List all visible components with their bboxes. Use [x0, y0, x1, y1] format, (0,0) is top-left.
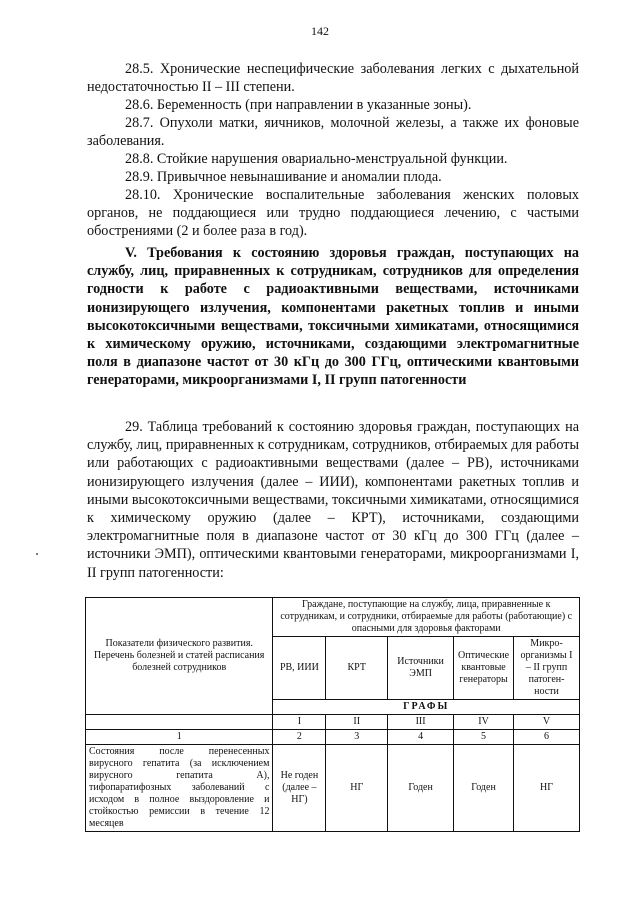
roman-spacer: [86, 715, 273, 730]
value-cell: Не годен (далее – НГ): [273, 745, 326, 832]
roman-numeral: III: [388, 715, 454, 730]
column-number: 4: [388, 730, 454, 745]
first-column-header: Показатели физического развития. Перечень болезней и статей расписания болезней сотрудников: [86, 598, 273, 715]
paragraph-28-10: 28.10. Хронические воспалительные заболевания женских половых органов, не поддающиеся или трудно поддающиеся лечению, с частыми обострениями (2 и более раза в год).: [87, 187, 579, 240]
roman-numeral: V: [514, 715, 580, 730]
group-header: Граждане, поступающие на службу, лица, приравненные к сотрудникам, и сотрудники, отбираемые для работы (работающие) с опасными для здоровья факторами: [273, 598, 580, 637]
column-number: 5: [454, 730, 514, 745]
paragraph-28-9: 28.9. Привычное невынашивание и аномалии плода.: [125, 169, 442, 185]
column-header: Микро-организмы I – II групп патоген-ности: [514, 637, 580, 700]
paragraph-28-8: 28.8. Стойкие нарушения овариально-менструальной функции.: [125, 151, 508, 167]
paragraph-28-5: 28.5. Хронические неспецифические заболевания легких с дыхательной недостаточностью II – III степени.: [87, 61, 579, 96]
column-number: 6: [514, 730, 580, 745]
paragraph-29: 29. Таблица требований к состоянию здоровья граждан, поступающих на службу, лиц, приравненных к сотрудникам, сотрудников, отбираемых для работы или работающих с радиоактивными веществами (далее – РВ), источниками ионизирующего излучения (далее – ИИИ), компонентами ракетных топлив и иными высокотоксичными веществами, токсичными химикатами, относящимися к химическому оружию (далее – КРТ), источниками, создающими электромагнитные поля в диапазоне частот от 30 кГц до 300 ГГц (далее – источники ЭМП), оптическими квантовыми генераторами, микроорганизмами I, II групп патогенности:: [87, 419, 579, 581]
value-cell: Годен: [454, 745, 514, 832]
column-number: 3: [326, 730, 388, 745]
value-cell: НГ: [326, 745, 388, 832]
graphs-label: ГРАФЫ: [273, 700, 580, 715]
column-header: Оптические квантовые генераторы: [454, 637, 514, 700]
roman-numeral: I: [273, 715, 326, 730]
column-number: 2: [273, 730, 326, 745]
roman-numeral: II: [326, 715, 388, 730]
column-header: КРТ: [326, 637, 388, 700]
column-number: 1: [86, 730, 273, 745]
roman-numeral: IV: [454, 715, 514, 730]
value-cell: НГ: [514, 745, 580, 832]
paragraph-28-6: 28.6. Беременность (при направлении в указанные зоны).: [125, 97, 472, 113]
requirements-table: [85, 597, 580, 832]
paragraph-28-7: 28.7. Опухоли матки, яичников, молочной железы, а также их фоновые заболевания.: [87, 115, 579, 150]
condition-cell: Состояния после перенесенных вирусного гепатита (за исключением вирусного гепатита А), тифопаратифозных заболеваний с исходом в полное выздоровление и стойкостью ремиссии в течение 12 месяцев: [86, 745, 273, 832]
page-number: 142: [311, 24, 329, 38]
section-heading: V. Требования к состоянию здоровья граждан, поступающих на службу, лиц, приравненных к сотрудникам, сотрудников для определения годности к работе с радиоактивными веществами, источниками ионизирующего излучения, компонентами ракетных топлив и иными высокотоксичными веществами, токсичными химикатами, относящимися к химическому оружию, источниками, создающими электромагнитные поля в диапазоне частот от 30 кГц до 300 ГГц, оптическими квантовыми генераторами, микроорганизмами I, II групп патогенности: [87, 245, 579, 389]
scan-dot: [36, 553, 38, 555]
value-cell: Годен: [388, 745, 454, 832]
column-header: РВ, ИИИ: [273, 637, 326, 700]
column-header: Источники ЭМП: [388, 637, 454, 700]
table-row: [86, 745, 580, 832]
